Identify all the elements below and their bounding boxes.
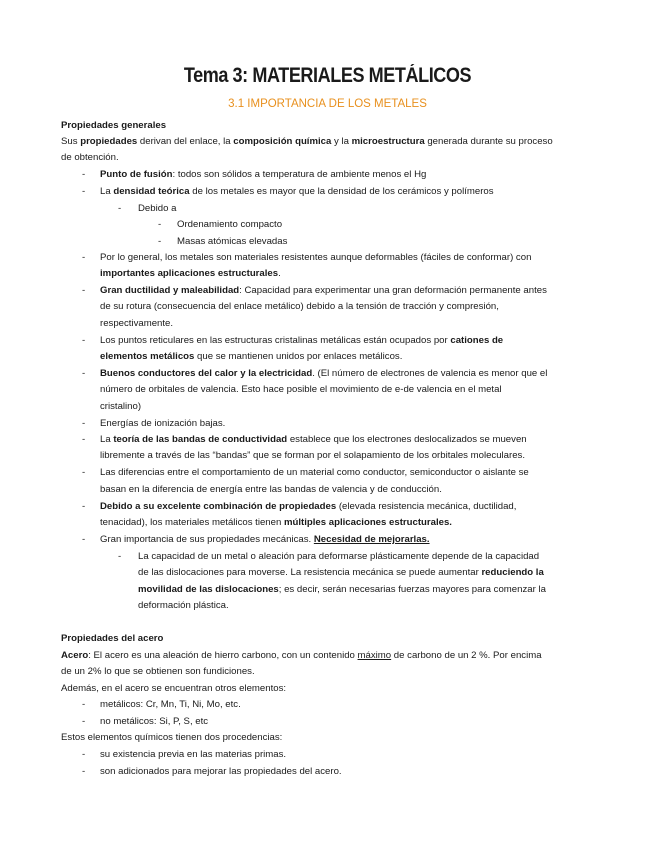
bullet-dash: - bbox=[82, 434, 86, 445]
list-item: Gran ductilidad y maleabilidad: Capacidad para experimentar una gran deformación permanente antes bbox=[100, 285, 547, 296]
bullet-dash: - bbox=[82, 766, 86, 777]
bullet-dash: - bbox=[82, 285, 86, 296]
list-item: La capacidad de un metal o aleación para deformarse plásticamente depende de la capacidad bbox=[138, 551, 540, 562]
paragraph: Acero: El acero es una aleación de hierro carbono, con un contenido máximo de carbono de un 2 %. Por encima bbox=[61, 650, 542, 661]
bullet-dash: - bbox=[82, 252, 86, 263]
list-item: su existencia previa en las materias primas. bbox=[100, 749, 287, 760]
section-heading: Propiedades generales bbox=[61, 120, 167, 131]
bullet-dash: - bbox=[82, 186, 86, 197]
paragraph: de obtención. bbox=[61, 152, 119, 163]
list-item-cont: tenacidad), los materiales metálicos tienen múltiples aplicaciones estructurales. bbox=[100, 517, 452, 528]
list-item-cont: de su rotura (consecuencia del enlace metálico) debido a la tensión de tracción y compresión, bbox=[100, 301, 499, 312]
bullet-dash: - bbox=[82, 368, 86, 379]
list-item-cont: de las dislocaciones para moverse. La resistencia mecánica se puede aumentar reduciendo la bbox=[138, 567, 544, 578]
bullet-dash: - bbox=[158, 219, 162, 230]
section-heading: Propiedades del acero bbox=[61, 633, 164, 644]
bullet-dash: - bbox=[82, 501, 86, 512]
list-item-cont: elementos metálicos que se mantienen unidos por enlaces metálicos. bbox=[100, 351, 403, 362]
list-item-cont: libremente a través de las “bandas” que se forman por el solapamiento de los orbitales moleculares. bbox=[100, 450, 526, 461]
bullet-dash: - bbox=[82, 169, 86, 180]
paragraph: de un 2% lo que se obtienen son fundiciones. bbox=[61, 666, 255, 677]
list-item: Punto de fusión: todos son sólidos a temperatura de ambiente menos el Hg bbox=[100, 169, 427, 180]
list-item: Ordenamiento compacto bbox=[177, 219, 283, 230]
bullet-dash: - bbox=[82, 749, 86, 760]
list-item: metálicos: Cr, Mn, Ti, Ni, Mo, etc. bbox=[100, 699, 241, 710]
bullet-dash: - bbox=[82, 534, 86, 545]
list-item: no metálicos: Si, P, S, etc bbox=[100, 716, 209, 727]
bullet-dash: - bbox=[82, 418, 86, 429]
bullet-dash: - bbox=[118, 203, 122, 214]
bullet-dash: - bbox=[82, 716, 86, 727]
bullet-dash: - bbox=[82, 467, 86, 478]
bullet-dash: - bbox=[158, 236, 162, 247]
bullet-dash: - bbox=[118, 551, 122, 562]
list-item: Las diferencias entre el comportamiento de un material como conductor, semiconductor o aislante se bbox=[100, 467, 529, 478]
section-subtitle: 3.1 IMPORTANCIA DE LOS METALES bbox=[228, 98, 427, 110]
list-item: Por lo general, los metales son materiales resistentes aunque deformables (fáciles de conformar) con bbox=[100, 252, 532, 263]
list-item-cont: cristalino) bbox=[100, 401, 142, 412]
list-item-cont: basan en la diferencia de energía entre las bandas de valencia y de conducción. bbox=[100, 484, 442, 495]
list-item-cont: número de orbitales de valencia. Esto hace posible el movimiento de e-de valencia en el metal bbox=[100, 384, 502, 395]
list-item: Debido a bbox=[138, 203, 177, 214]
list-item: Energías de ionización bajas. bbox=[100, 418, 226, 429]
paragraph: Sus propiedades derivan del enlace, la composición química y la microestructura generada durante su proceso bbox=[61, 136, 553, 147]
list-item: La teoría de las bandas de conductividad establece que los electrones deslocalizados se mueven bbox=[100, 434, 527, 445]
list-item-cont: importantes aplicaciones estructurales. bbox=[100, 268, 281, 279]
list-item: Los puntos reticulares en las estructuras cristalinas metálicas están ocupados por cationes de bbox=[100, 335, 504, 346]
list-item: Debido a su excelente combinación de propiedades (elevada resistencia mecánica, ductilidad, bbox=[100, 501, 517, 512]
list-item-cont: movilidad de las dislocaciones; es decir, serán necesarias fuerzas mayores para comenzar la bbox=[138, 584, 546, 595]
list-item: Masas atómicas elevadas bbox=[177, 236, 288, 247]
page-title: Tema 3: MATERIALES METÁLICOS bbox=[183, 64, 472, 87]
bullet-dash: - bbox=[82, 335, 86, 346]
list-item: Buenos conductores del calor y la electricidad. (El número de electrones de valencia es menor que el bbox=[100, 368, 548, 379]
paragraph: Además, en el acero se encuentran otros elementos: bbox=[61, 683, 287, 694]
list-item-cont: respectivamente. bbox=[100, 318, 174, 329]
bullet-dash: - bbox=[82, 699, 86, 710]
list-item: La densidad teórica de los metales es mayor que la densidad de los cerámicos y polímeros bbox=[100, 186, 494, 197]
list-item: son adicionados para mejorar las propiedades del acero. bbox=[100, 766, 342, 777]
list-item: Gran importancia de sus propiedades mecánicas. Necesidad de mejorarlas. bbox=[100, 534, 430, 545]
paragraph: Estos elementos químicos tienen dos procedencias: bbox=[61, 732, 283, 743]
list-item-cont: deformación plástica. bbox=[138, 600, 229, 611]
